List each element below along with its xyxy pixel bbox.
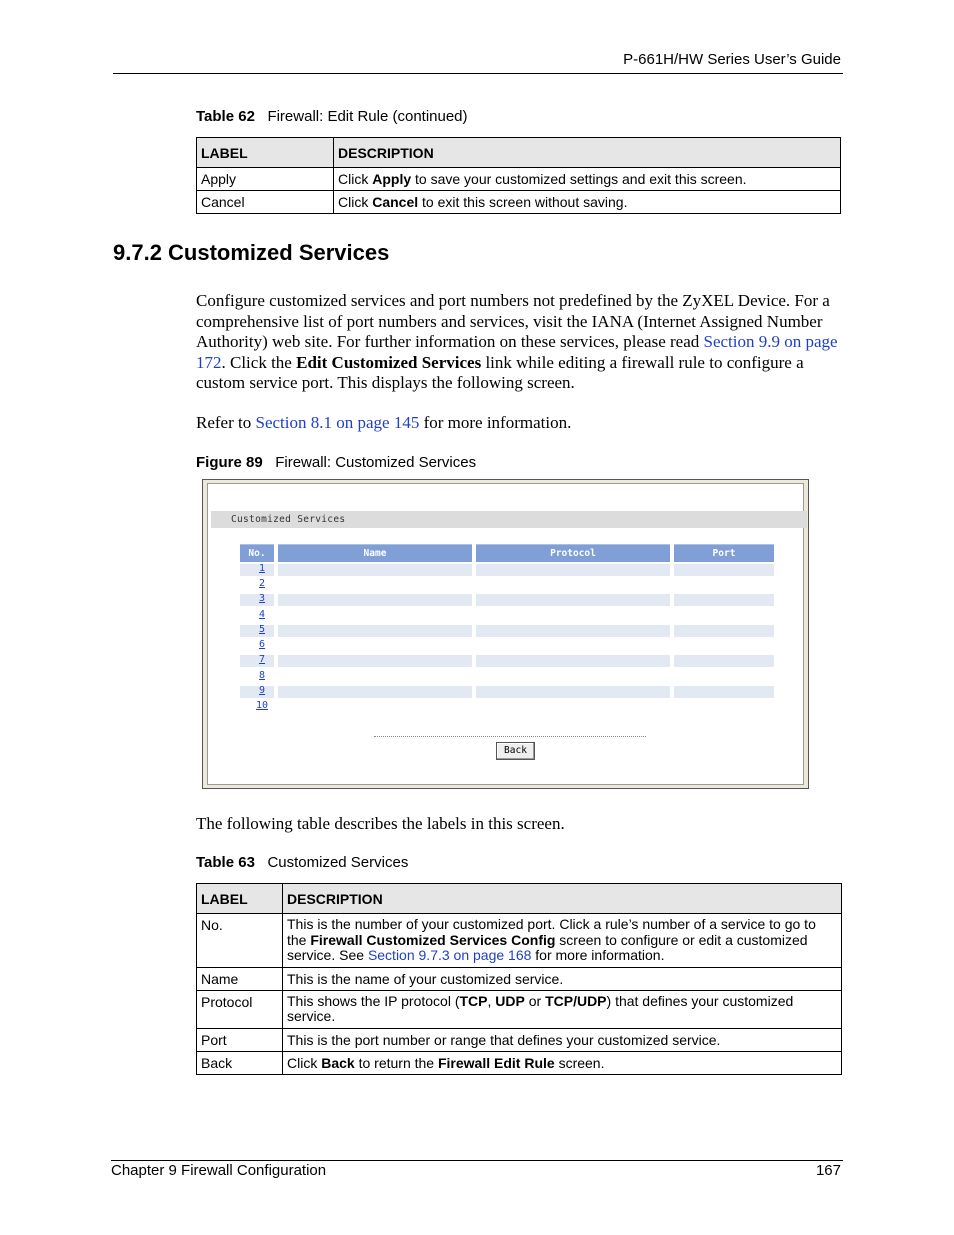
section-heading: 9.7.2 Customized Services [113, 240, 390, 265]
col-name: Name [278, 544, 472, 562]
table62 [196, 137, 841, 214]
figure89-screenshot [202, 479, 809, 789]
intro-paragraph: Configure customized services and port numbers not predefined by the ZyXEL Device. For a comprehensive list of port numbers and services, visit the IANA (Internet Assigned Number Authority) web site. For further information on these services, please read Section 9.9 on page 172. Click the Edit Customized Services link while editing a firewall rule to configure a custom service port. This displays the following screen. [196, 291, 838, 392]
screen-title: Customized Services [231, 514, 346, 525]
table63-row-label: Port [197, 1028, 283, 1051]
table63-caption [196, 854, 408, 871]
row-bg [278, 564, 472, 576]
table-row [197, 1028, 842, 1051]
service-link-5[interactable]: 5 [258, 624, 266, 635]
row-bg [674, 594, 774, 606]
service-link-4[interactable]: 4 [258, 609, 266, 620]
row-bg [278, 686, 472, 698]
row-bg [674, 655, 774, 667]
table-row [197, 1051, 842, 1074]
row-bg [476, 655, 670, 667]
section-9-9-link[interactable]: Section 9.9 on page 172 [196, 332, 838, 372]
table62-caption [196, 108, 468, 125]
service-link-3[interactable]: 3 [258, 593, 266, 604]
back-button[interactable]: Back [496, 742, 535, 760]
footer-rule [111, 1160, 843, 1161]
service-link-7[interactable]: 7 [258, 654, 266, 665]
screenshot-panel [207, 483, 804, 785]
col-port: Port [674, 544, 774, 562]
service-link-6[interactable]: 6 [258, 639, 266, 650]
section-8-1-link[interactable]: Section 8.1 on page 145 [255, 413, 420, 432]
table62-caption-label: Table 62 [196, 108, 255, 125]
table63-row-description: This shows the IP protocol (TCP, UDP or TCP/UDP) that defines your customized service. [283, 990, 842, 1028]
row-bg [278, 655, 472, 667]
row-bg [674, 625, 774, 637]
row-bg [476, 564, 670, 576]
table62-row-description: Click Cancel to exit this screen without saving. [334, 191, 841, 214]
service-link-1[interactable]: 1 [258, 563, 266, 574]
table62-row-description: Click Apply to save your customized settings and exit this screen. [334, 168, 841, 191]
table63-col-description: DESCRIPTION [283, 884, 842, 914]
section-9-7-3-link[interactable]: Section 9.7.3 on page 168 [367, 947, 532, 963]
row-bg [476, 686, 670, 698]
table63-row-description: This is the name of your customized service. [283, 967, 842, 990]
row-bg [278, 594, 472, 606]
table63-row-description: This is the number of your customized port. Click a rule’s number of a service to go to the Firewall Customized Services Config screen to configure or edit a customized service. See Section 9.7.3 on page 168 for more information. [283, 914, 842, 968]
row-bg [476, 594, 670, 606]
page-header-title: P-661H/HW Series User’s Guide [623, 51, 841, 68]
col-no: No. [240, 544, 274, 562]
col-protocol: Protocol [476, 544, 670, 562]
service-link-10[interactable]: 10 [255, 700, 269, 711]
table63-row-description: This is the port number or range that defines your customized service. [283, 1028, 842, 1051]
table63-row-label: Back [197, 1051, 283, 1074]
figure89-caption [196, 454, 476, 471]
row-bg [476, 625, 670, 637]
figure89-caption-text: Firewall: Customized Services [275, 454, 477, 471]
figure89-caption-label: Figure 89 [196, 454, 263, 471]
table62-col-label: LABEL [197, 138, 334, 168]
table63-row-description: Click Back to return the Firewall Edit Rule screen. [283, 1051, 842, 1074]
table-row [197, 191, 841, 214]
footer-page-number: 167 [815, 1162, 841, 1179]
row-bg [278, 625, 472, 637]
table-intro-text: The following table describes the labels in this screen. [196, 814, 565, 833]
footer-chapter: Chapter 9 Firewall Configuration [111, 1162, 327, 1179]
table-row [197, 967, 842, 990]
table63-row-label: Protocol [197, 990, 283, 1028]
table-row [197, 914, 842, 968]
table62-row-label: Cancel [197, 191, 334, 214]
service-link-2[interactable]: 2 [258, 578, 266, 589]
row-bg [674, 686, 774, 698]
table63-caption-label: Table 63 [196, 854, 255, 871]
table62-row-label: Apply [197, 168, 334, 191]
row-bg [674, 564, 774, 576]
table63-caption-text: Customized Services [267, 854, 409, 871]
table63-row-label: No. [197, 914, 283, 968]
refer-paragraph: Refer to Section 8.1 on page 145 for more information. [196, 413, 572, 432]
table63-col-label: LABEL [197, 884, 283, 914]
dotted-divider [374, 736, 646, 737]
table63-row-label: Name [197, 967, 283, 990]
service-link-8[interactable]: 8 [258, 670, 266, 681]
table62-col-description: DESCRIPTION [334, 138, 841, 168]
table-row [197, 990, 842, 1028]
table-row [197, 168, 841, 191]
screen-title-bar [211, 511, 807, 528]
header-rule [113, 73, 843, 74]
service-link-9[interactable]: 9 [258, 685, 266, 696]
table62-caption-text: Firewall: Edit Rule (continued) [267, 108, 468, 125]
table63 [196, 883, 842, 1075]
